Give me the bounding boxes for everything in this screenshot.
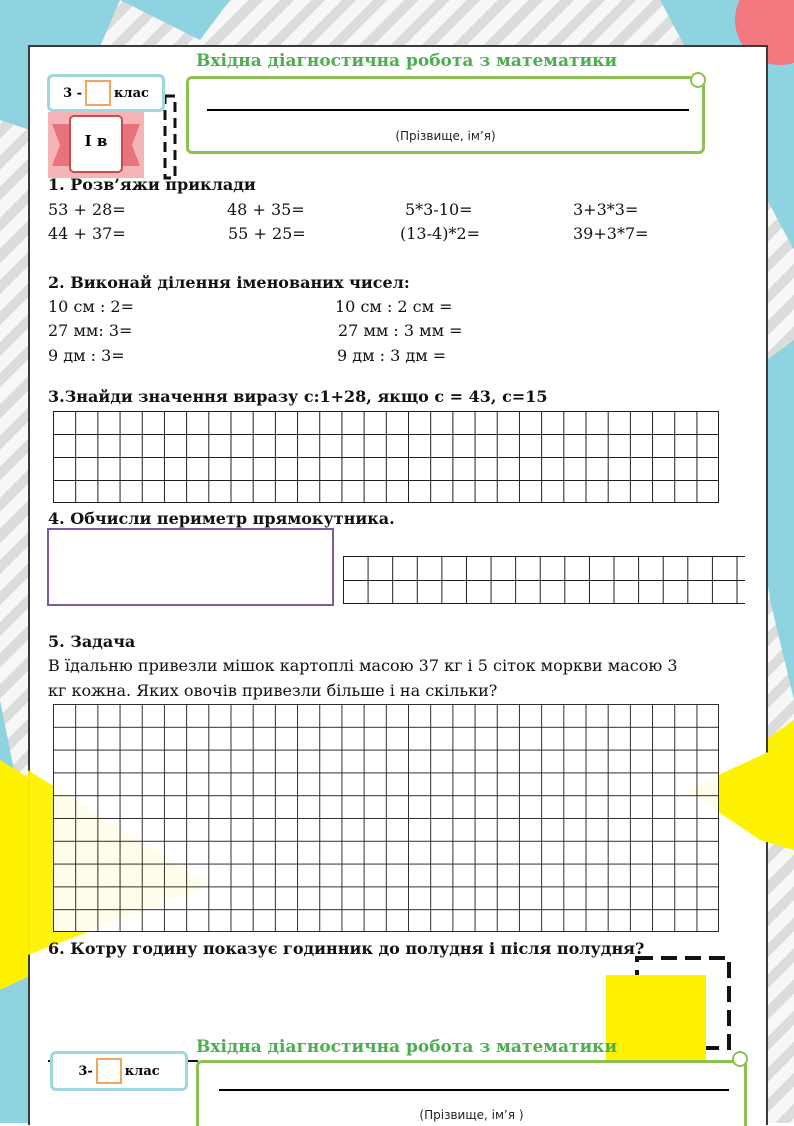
task1-expr: (13-4)*2= — [400, 224, 481, 243]
task2-expr: 27 мм: 3= — [48, 321, 133, 340]
footer-class-suffix: клас — [124, 1063, 160, 1079]
task5-text-line: В їдальню привезли мішок картоплі масою 37 кг і 5 сіток моркви масою 3 — [48, 656, 678, 675]
task1-expr: 48 + 35= — [227, 200, 305, 219]
task2-heading: 2. Виконай ділення іменованих чисел: — [48, 273, 410, 292]
name-frame — [186, 76, 705, 154]
footer-scroll-knob-icon — [732, 1051, 748, 1067]
task1-expr: 39+3*7= — [573, 224, 649, 243]
page-title: Вхідна діагностична робота з математики — [196, 51, 618, 71]
task5-answer-grid[interactable] — [53, 704, 719, 932]
task1-expr: 3+3*3= — [573, 200, 639, 219]
task4-answer-grid[interactable] — [343, 556, 745, 604]
name-caption: (Прізвище, ім’я) — [395, 129, 496, 143]
task4-heading: 4. Обчисли периметр прямокутника. — [48, 509, 395, 528]
footer-class-badge — [50, 1051, 188, 1091]
name-input-line[interactable] — [207, 109, 689, 111]
yellow-square-decoration — [606, 975, 706, 1067]
task5-text-line: кг кожна. Яких овочів привезли більше і на скільки? — [48, 681, 498, 700]
class-prefix: 3 - — [63, 85, 83, 101]
class-suffix: клас — [114, 85, 149, 101]
task3-answer-grid[interactable] — [53, 411, 719, 503]
task1-expr: 55 + 25= — [228, 224, 306, 243]
footer-class-number-input[interactable] — [96, 1058, 122, 1084]
task2-expr: 10 см : 2 см = — [335, 297, 453, 316]
task2-expr: 9 дм : 3= — [48, 346, 125, 365]
footer-name-input-line[interactable] — [219, 1089, 729, 1091]
task2-expr: 27 мм : 3 мм = — [338, 321, 463, 340]
footer-class-prefix: 3- — [78, 1063, 93, 1079]
dashed-frame-decoration — [165, 96, 175, 178]
task2-expr: 10 см : 2= — [48, 297, 134, 316]
rectangle-figure — [47, 528, 334, 606]
class-badge — [47, 74, 165, 112]
footer-title: Вхідна діагностична робота з математики — [196, 1037, 618, 1057]
task1-heading: 1. Розв’яжи приклади — [48, 175, 256, 194]
footer-name-frame — [196, 1060, 747, 1126]
ribbon-label: І в — [84, 132, 108, 150]
task5-heading: 5. Задача — [48, 632, 136, 651]
class-number-input[interactable] — [85, 80, 111, 106]
task1-expr: 5*3-10= — [405, 200, 473, 219]
scroll-knob-icon — [690, 72, 706, 88]
footer-name-caption: (Прізвище, ім’я ) — [419, 1108, 524, 1122]
task3-heading: 3.Знайди значення виразу с:1+28, якщо с = 43, с=15 — [48, 387, 548, 406]
task2-expr: 9 дм : 3 дм = — [337, 346, 447, 365]
task1-expr: 44 + 37= — [48, 224, 126, 243]
ribbon-badge — [48, 112, 144, 178]
task6-heading: 6. Котру годину показує годинник до полудня і після полудня? — [48, 939, 645, 958]
task1-expr: 53 + 28= — [48, 200, 126, 219]
